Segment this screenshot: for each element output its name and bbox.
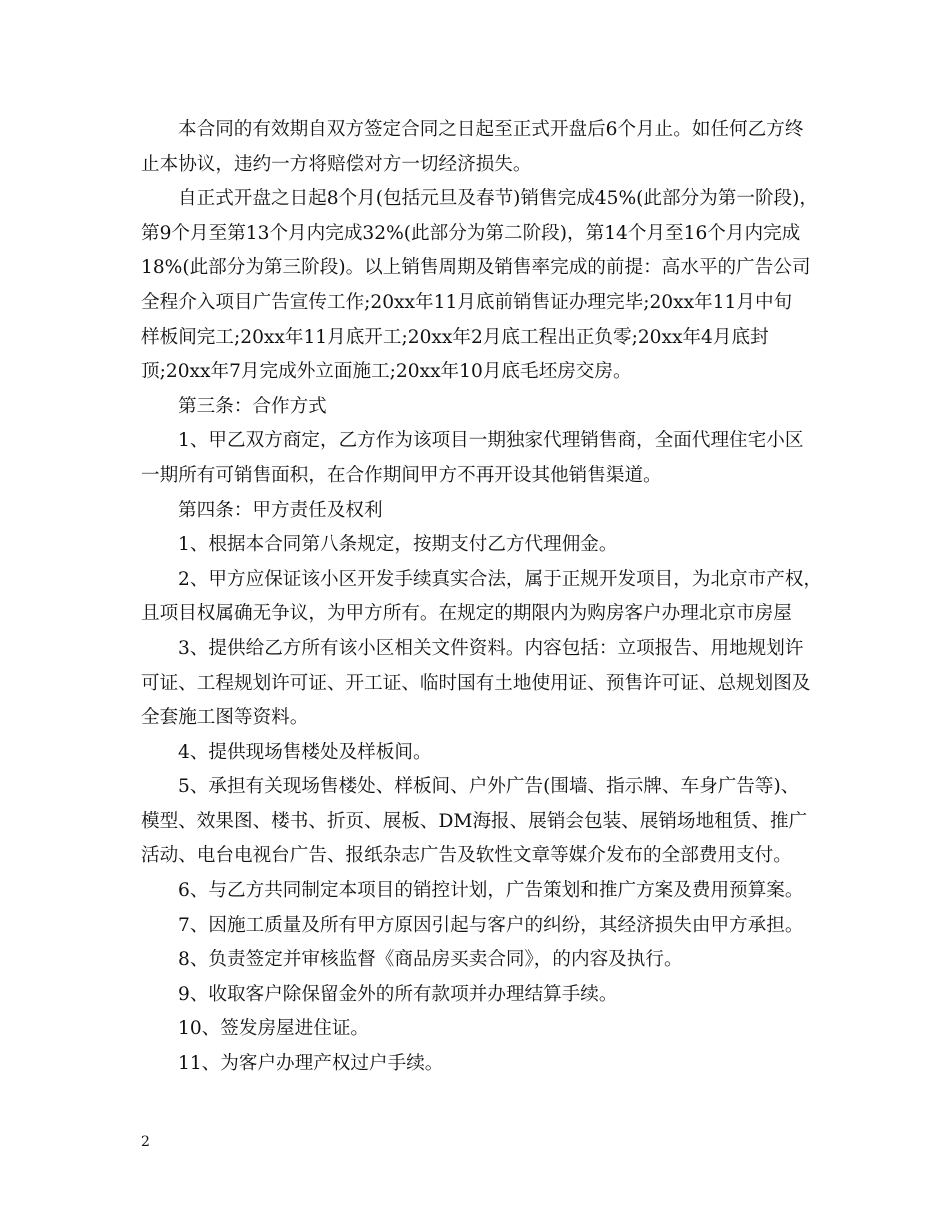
text-line: 3、提供给乙方所有该小区相关文件资料。内容包括：立项报告、用地规划许 — [178, 637, 804, 659]
text-line: 本合同的有效期自双方签定合同之日起至正式开盘后6个月止。如任何乙方终 — [178, 119, 804, 140]
text-line: 模型、效果图、楼书、折页、展板、DM海报、展销会包装、展销场地租赁、推广 — [141, 810, 808, 832]
text-line: 且项目权属确无争议，为甲方所有。在规定的期限内为购房客户办理北京市房屋 — [141, 603, 792, 625]
text-line: 7、因施工质量及所有甲方原因引起与客户的纠纷，其经济损失由甲方承担。 — [178, 914, 804, 936]
text-line: 10、签发房屋进住证。 — [178, 1018, 370, 1040]
text-line: 第9个月至第13个月内完成32%(此部分为第二阶段)，第14个月至16个月内完成 — [141, 222, 801, 244]
text-line: 自正式开盘之日起8个月(包括元旦及春节)销售完成45%(此部分为第一阶段)， — [178, 188, 818, 210]
document-body — [141, 113, 823, 1082]
text-line: 可证、工程规划许可证、开工证、临时国有土地使用证、预售许可证、总规划图及 — [141, 672, 811, 694]
text-line: 活动、电台电视台广告、报纸杂志广告及软性文章等媒介发布的全部费用支付。 — [141, 845, 792, 867]
text-line: 止本协议，违约一方将赔偿对方一切经济损失。 — [141, 153, 532, 175]
text-line: 全程介入项目广告宣传工作;20xx年11月底前销售证办理完毕;20xx年11月中旬 — [141, 291, 793, 313]
section-heading: 第三条：合作方式 — [178, 395, 327, 417]
text-line: 一期所有可销售面积，在合作期间甲方不再开设其他销售渠道。 — [141, 464, 662, 486]
page-number: 2 — [141, 1134, 150, 1150]
text-line: 1、根据本合同第八条规定，按期支付乙方代理佣金。 — [178, 534, 618, 556]
text-line: 样板间完工;20xx年11月底开工;20xx年2月底工程出正负零;20xx年4月底封 — [141, 326, 769, 348]
text-line: 6、与乙方共同制定本项目的销控计划，广告策划和推广方案及费用预算案。 — [178, 880, 804, 902]
text-line: 9、收取客户除保留金外的所有款项并办理结算手续。 — [178, 983, 618, 1005]
text-line: 1、甲乙双方商定，乙方作为该项目一期独家代理销售商，全面代理住宅小区 — [178, 430, 804, 452]
text-line: 2、甲方应保证该小区开发手续真实合法，属于正规开发项目，为北京市产权， — [178, 568, 823, 590]
text-line: 全套施工图等资料。 — [141, 707, 309, 729]
text-line: 18%(此部分为第三阶段)。以上销售周期及销售率完成的前提：高水平的广告公司 — [141, 257, 811, 279]
text-line: 11、为客户办理产权过户手续。 — [178, 1053, 444, 1075]
section-heading: 第四条：甲方责任及权利 — [178, 499, 383, 521]
text-line: 8、负责签定并审核监督《商品房买卖合同》，的内容及执行。 — [178, 949, 683, 971]
text-line: 4、提供现场售楼处及样板间。 — [178, 741, 432, 763]
text-line: 顶;20xx年7月完成外立面施工;20xx年10月底毛坯房交房。 — [141, 361, 632, 383]
text-line: 5、承担有关现场售楼处、样板间、户外广告(围墙、指示牌、车身广告等)、 — [178, 776, 800, 798]
